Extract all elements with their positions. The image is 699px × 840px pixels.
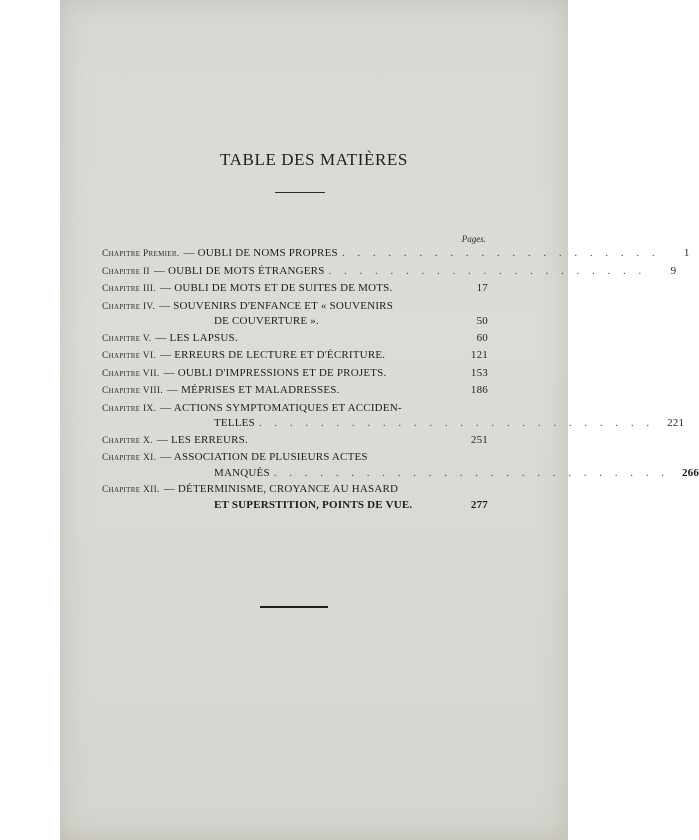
page-number: 186 (470, 384, 488, 396)
page-number: 221 (667, 417, 685, 429)
page-number: 121 (470, 349, 488, 361)
toc-entry (102, 383, 488, 399)
toc-entry (102, 299, 488, 329)
chapter-label: Chapitre VI. (102, 351, 157, 361)
chapter-title: — SOUVENIRS D'ENFANCE ET « SOUVENIRS (159, 299, 394, 312)
chapter-title: — MÉPRISES ET MALADRESSES. (167, 384, 340, 396)
page-number: 266 (681, 466, 699, 479)
chapter-title: — LES ERREURS. (156, 433, 248, 446)
leader-dots: . . . . . . . . . . . . . . . . . . . . . . . . . . (258, 417, 655, 429)
title-rule (275, 192, 325, 193)
chapter-title-continued: DE COUVERTURE ». (214, 315, 319, 327)
page-number: 9 (670, 264, 677, 277)
toc-entry (102, 433, 488, 449)
chapter-title-continued: MANQUÉS (214, 466, 270, 479)
page-number: 17 (476, 282, 488, 294)
chapter-label: Chapitre XI. (102, 453, 157, 463)
end-rule (260, 606, 328, 608)
pages-column-header: Pages. (461, 234, 486, 244)
toc-entry (102, 348, 488, 364)
page-number: 153 (470, 366, 488, 379)
chapter-title: — DÉTERMINISME, CROYANCE AU HASARD (163, 483, 399, 495)
chapter-title: — LES LAPSUS. (155, 331, 238, 344)
chapter-label: Chapitre VIII. (102, 386, 164, 396)
chapter-title-continued: ET SUPERSTITION, POINTS DE VUE. (214, 498, 413, 511)
leader-dots: . . . . . . . . . . . . . . . . . . . . . . . . . . (273, 466, 670, 479)
chapter-label: Chapitre III. (102, 284, 157, 294)
toc-entry (102, 331, 488, 347)
toc-entry (102, 482, 488, 512)
chapter-title: — OUBLI DE MOTS ÉTRANGERS (153, 264, 325, 277)
chapter-label: Chapitre II (102, 266, 150, 277)
chapter-label: Chapitre V. (102, 333, 152, 344)
page-number: 277 (470, 498, 488, 511)
chapter-title-continued: TELLES (214, 417, 255, 429)
page-number: 60 (476, 331, 488, 344)
toc-entry (102, 264, 677, 280)
toc-entry (102, 281, 488, 297)
chapter-label: Chapitre IX. (102, 403, 157, 414)
leader-dots: . . . . . . . . . . . . . . . . . . . . . (341, 247, 660, 259)
chapter-title: — OUBLI D'IMPRESSIONS ET DE PROJETS. (163, 366, 387, 379)
page-number: 50 (476, 315, 488, 327)
toc-entry (102, 401, 685, 431)
chapter-title: — ASSOCIATION DE PLUSIEURS ACTES (160, 451, 368, 463)
page-number: 251 (470, 433, 488, 446)
leader-dots: . . . . . . . . . . . . . . . . . . . . . (328, 264, 647, 277)
toc-entry (102, 246, 690, 262)
chapter-label: Chapitre XII. (102, 485, 160, 495)
toc-entry (102, 366, 488, 382)
chapter-label: Chapitre X. (102, 435, 153, 446)
chapter-label: Chapitre VII. (102, 368, 160, 379)
chapter-title: — OUBLI DE MOTS ET DE SUITES DE MOTS. (160, 282, 393, 294)
page-title: TABLE DES MATIÈRES (220, 150, 408, 169)
chapter-label: Chapitre IV. (102, 301, 156, 312)
chapter-title: — OUBLI DE NOMS PROPRES (183, 247, 338, 259)
chapter-title: — ACTIONS SYMPTOMATIQUES ET ACCIDEN- (160, 401, 402, 414)
book-page (60, 0, 699, 840)
chapter-label: Chapitre Premier. (102, 249, 180, 259)
page-number: 1 (683, 247, 690, 259)
chapter-title: — ERREURS DE LECTURE ET D'ÉCRITURE. (160, 349, 386, 361)
toc-entry (102, 450, 699, 480)
table-of-contents (102, 246, 699, 514)
